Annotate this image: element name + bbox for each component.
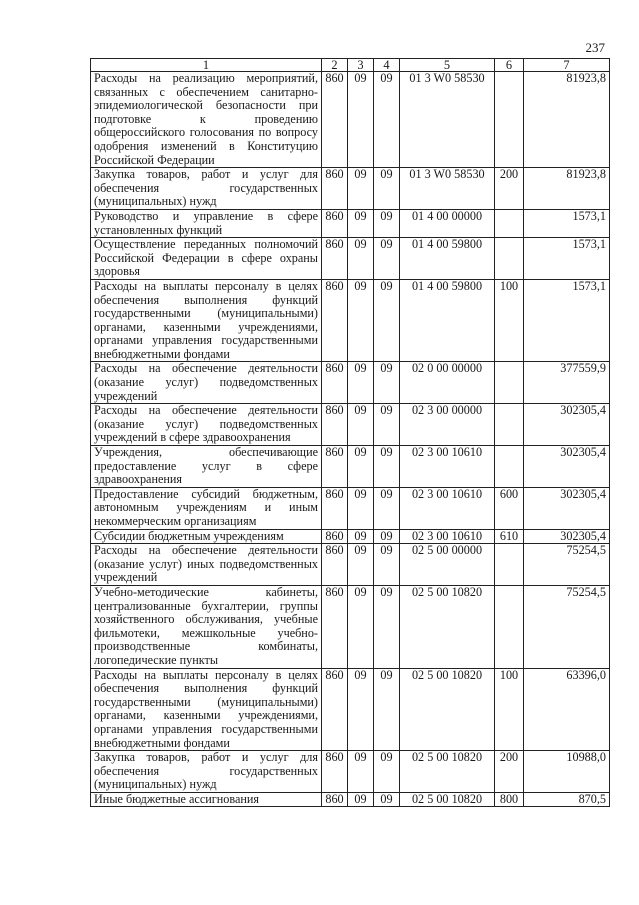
expense-type-cell: 610 bbox=[495, 529, 524, 544]
target-article-cell: 02 5 00 10820 bbox=[400, 792, 495, 807]
grbs-code-cell: 860 bbox=[322, 792, 348, 807]
section-code-cell: 09 bbox=[348, 529, 374, 544]
expense-type-cell: 600 bbox=[495, 487, 524, 529]
section-code-cell: 09 bbox=[348, 792, 374, 807]
row-name-cell: Субсидии бюджетным учреждениям bbox=[91, 529, 322, 544]
column-header: 2 bbox=[322, 59, 348, 72]
expense-type-cell bbox=[495, 585, 524, 668]
subsection-code-cell: 09 bbox=[374, 751, 400, 793]
column-header: 3 bbox=[348, 59, 374, 72]
target-article-cell: 01 4 00 00000 bbox=[400, 209, 495, 237]
amount-cell: 1573,1 bbox=[524, 238, 610, 280]
subsection-code-cell: 09 bbox=[374, 544, 400, 586]
subsection-code-cell: 09 bbox=[374, 668, 400, 751]
section-code-cell: 09 bbox=[348, 362, 374, 404]
section-code-cell: 09 bbox=[348, 668, 374, 751]
target-article-cell: 02 3 00 00000 bbox=[400, 404, 495, 446]
table-row bbox=[91, 362, 610, 404]
table-row bbox=[91, 72, 610, 168]
table-row bbox=[91, 168, 610, 210]
row-name-cell: Закупка товаров, работ и услуг для обеспечения государственных (муниципальных) нужд bbox=[91, 751, 322, 793]
budget-table bbox=[90, 58, 610, 807]
grbs-code-cell: 860 bbox=[322, 487, 348, 529]
row-name-cell: Учебно-методические кабинеты, централизованные бухгалтерии, группы хозяйственного обслуживания, учебные фильмотеки, межшкольные учебно-производственные комбинаты, логопедические пункты bbox=[91, 585, 322, 668]
target-article-cell: 02 3 00 10610 bbox=[400, 487, 495, 529]
table-row bbox=[91, 404, 610, 446]
expense-type-cell: 100 bbox=[495, 279, 524, 362]
amount-cell: 302305,4 bbox=[524, 487, 610, 529]
subsection-code-cell: 09 bbox=[374, 72, 400, 168]
expense-type-cell bbox=[495, 72, 524, 168]
table-row bbox=[91, 487, 610, 529]
grbs-code-cell: 860 bbox=[322, 72, 348, 168]
row-name-cell: Предоставление субсидий бюджетным, автономным учреждениям и иным некоммерческим организациям bbox=[91, 487, 322, 529]
row-name-cell: Расходы на обеспечение деятельности (оказание услуг) иных подведомственных учреждений bbox=[91, 544, 322, 586]
subsection-code-cell: 09 bbox=[374, 487, 400, 529]
page-number: 237 bbox=[585, 40, 605, 55]
subsection-code-cell: 09 bbox=[374, 585, 400, 668]
target-article-cell: 02 5 00 00000 bbox=[400, 544, 495, 586]
grbs-code-cell: 860 bbox=[322, 544, 348, 586]
row-name-cell: Закупка товаров, работ и услуг для обеспечения государственных (муниципальных) нужд bbox=[91, 168, 322, 210]
subsection-code-cell: 09 bbox=[374, 446, 400, 488]
amount-cell: 81923,8 bbox=[524, 168, 610, 210]
table-row bbox=[91, 585, 610, 668]
amount-cell: 75254,5 bbox=[524, 585, 610, 668]
section-code-cell: 09 bbox=[348, 585, 374, 668]
table-row bbox=[91, 792, 610, 807]
section-code-cell: 09 bbox=[348, 751, 374, 793]
target-article-cell: 02 3 00 10610 bbox=[400, 446, 495, 488]
grbs-code-cell: 860 bbox=[322, 668, 348, 751]
expense-type-cell: 100 bbox=[495, 668, 524, 751]
expense-type-cell: 800 bbox=[495, 792, 524, 807]
expense-type-cell bbox=[495, 544, 524, 586]
table-header bbox=[91, 59, 610, 72]
section-code-cell: 09 bbox=[348, 238, 374, 280]
row-name-cell: Расходы на реализацию мероприятий, связанных с обеспечением санитарно-эпидемиологической безопасности при подготовке к проведению общероссийского голосования по вопросу одобрения изменений в Конституцию Российской Федерации bbox=[91, 72, 322, 168]
section-code-cell: 09 bbox=[348, 544, 374, 586]
grbs-code-cell: 860 bbox=[322, 238, 348, 280]
row-name-cell: Осуществление переданных полномочий Российской Федерации в сфере охраны здоровья bbox=[91, 238, 322, 280]
target-article-cell: 02 3 00 10610 bbox=[400, 529, 495, 544]
amount-cell: 1573,1 bbox=[524, 279, 610, 362]
row-name-cell: Иные бюджетные ассигнования bbox=[91, 792, 322, 807]
subsection-code-cell: 09 bbox=[374, 279, 400, 362]
amount-cell: 63396,0 bbox=[524, 668, 610, 751]
section-code-cell: 09 bbox=[348, 446, 374, 488]
grbs-code-cell: 860 bbox=[322, 209, 348, 237]
column-header: 4 bbox=[374, 59, 400, 72]
expense-type-cell bbox=[495, 362, 524, 404]
table-row bbox=[91, 544, 610, 586]
grbs-code-cell: 860 bbox=[322, 529, 348, 544]
column-header: 5 bbox=[400, 59, 495, 72]
subsection-code-cell: 09 bbox=[374, 529, 400, 544]
target-article-cell: 02 5 00 10820 bbox=[400, 668, 495, 751]
column-header: 1 bbox=[91, 59, 322, 72]
grbs-code-cell: 860 bbox=[322, 751, 348, 793]
amount-cell: 81923,8 bbox=[524, 72, 610, 168]
subsection-code-cell: 09 bbox=[374, 168, 400, 210]
target-article-cell: 01 4 00 59800 bbox=[400, 279, 495, 362]
grbs-code-cell: 860 bbox=[322, 279, 348, 362]
expense-type-cell bbox=[495, 404, 524, 446]
grbs-code-cell: 860 bbox=[322, 585, 348, 668]
column-header: 7 bbox=[524, 59, 610, 72]
amount-cell: 1573,1 bbox=[524, 209, 610, 237]
subsection-code-cell: 09 bbox=[374, 238, 400, 280]
section-code-cell: 09 bbox=[348, 72, 374, 168]
subsection-code-cell: 09 bbox=[374, 404, 400, 446]
expense-type-cell bbox=[495, 238, 524, 280]
section-code-cell: 09 bbox=[348, 279, 374, 362]
subsection-code-cell: 09 bbox=[374, 792, 400, 807]
row-name-cell: Расходы на обеспечение деятельности (оказание услуг) подведомственных учреждений bbox=[91, 362, 322, 404]
target-article-cell: 01 3 W0 58530 bbox=[400, 72, 495, 168]
amount-cell: 377559,9 bbox=[524, 362, 610, 404]
target-article-cell: 01 3 W0 58530 bbox=[400, 168, 495, 210]
amount-cell: 302305,4 bbox=[524, 404, 610, 446]
subsection-code-cell: 09 bbox=[374, 362, 400, 404]
subsection-code-cell: 09 bbox=[374, 209, 400, 237]
row-name-cell: Расходы на обеспечение деятельности (оказание услуг) подведомственных учреждений в сфере здравоохранения bbox=[91, 404, 322, 446]
expense-type-cell bbox=[495, 446, 524, 488]
amount-cell: 302305,4 bbox=[524, 446, 610, 488]
grbs-code-cell: 860 bbox=[322, 362, 348, 404]
table-row bbox=[91, 751, 610, 793]
table-body bbox=[91, 72, 610, 807]
section-code-cell: 09 bbox=[348, 487, 374, 529]
header-row bbox=[91, 59, 610, 72]
expense-type-cell: 200 bbox=[495, 168, 524, 210]
row-name-cell: Учреждения, обеспечивающие предоставление услуг в сфере здравоохранения bbox=[91, 446, 322, 488]
row-name-cell: Расходы на выплаты персоналу в целях обеспечения выполнения функций государственными (муниципальными) органами, казенными учреждениями, органами управления государственными внебюджетными фондами bbox=[91, 279, 322, 362]
table-row bbox=[91, 446, 610, 488]
grbs-code-cell: 860 bbox=[322, 168, 348, 210]
row-name-cell: Расходы на выплаты персоналу в целях обеспечения выполнения функций государственными (муниципальными) органами, казенными учреждениями, органами управления государственными внебюджетными фондами bbox=[91, 668, 322, 751]
expense-type-cell bbox=[495, 209, 524, 237]
target-article-cell: 02 5 00 10820 bbox=[400, 585, 495, 668]
table-row bbox=[91, 279, 610, 362]
section-code-cell: 09 bbox=[348, 168, 374, 210]
amount-cell: 870,5 bbox=[524, 792, 610, 807]
grbs-code-cell: 860 bbox=[322, 446, 348, 488]
row-name-cell: Руководство и управление в сфере установленных функций bbox=[91, 209, 322, 237]
grbs-code-cell: 860 bbox=[322, 404, 348, 446]
column-header: 6 bbox=[495, 59, 524, 72]
amount-cell: 75254,5 bbox=[524, 544, 610, 586]
table-row bbox=[91, 668, 610, 751]
target-article-cell: 02 5 00 10820 bbox=[400, 751, 495, 793]
table-row bbox=[91, 238, 610, 280]
section-code-cell: 09 bbox=[348, 209, 374, 237]
table-row bbox=[91, 209, 610, 237]
section-code-cell: 09 bbox=[348, 404, 374, 446]
target-article-cell: 01 4 00 59800 bbox=[400, 238, 495, 280]
amount-cell: 302305,4 bbox=[524, 529, 610, 544]
expense-type-cell: 200 bbox=[495, 751, 524, 793]
amount-cell: 10988,0 bbox=[524, 751, 610, 793]
table-row bbox=[91, 529, 610, 544]
target-article-cell: 02 0 00 00000 bbox=[400, 362, 495, 404]
